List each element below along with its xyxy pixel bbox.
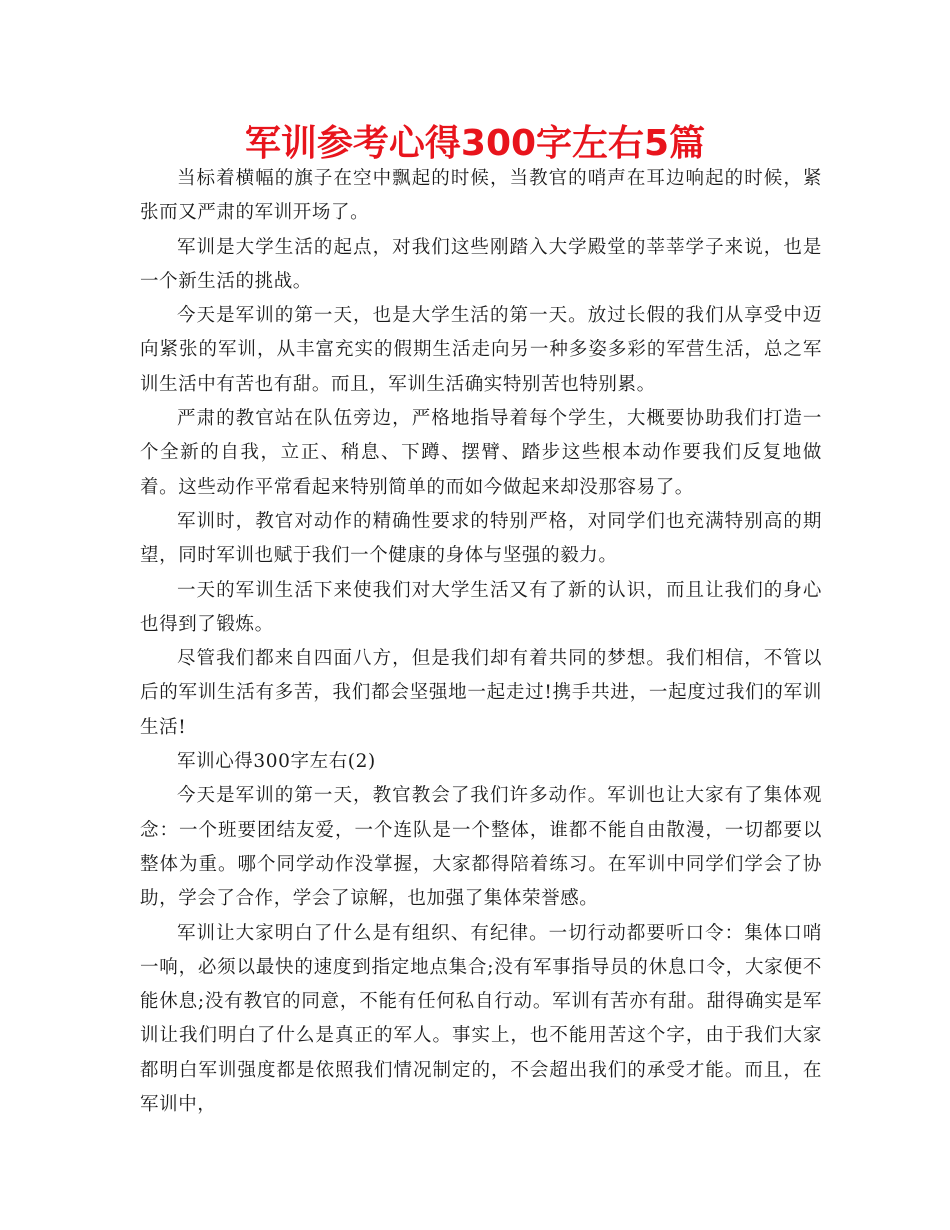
paragraph: 今天是军训的第一天，也是大学生活的第一天。放过长假的我们从享受中迈向紧张的军训，从丰富充实的假期生活走向另一种多姿多彩的军营生活，总之军训生活中有苦也有甜。而且，军训生活确实特别苦也特别累。 <box>140 305 822 395</box>
paragraph: 军训时，教官对动作的精确性要求的特别严格，对同学们也充满特别高的期望，同时军训也赋于我们一个健康的身体与坚强的毅力。 <box>140 510 822 567</box>
paragraph: 严肃的教官站在队伍旁边，严格地指导着每个学生，大概要协助我们打造一个全新的自我，立正、稍息、下蹲、摆臂、踏步这些根本动作要我们反复地做着。这些动作平常看起来特别简单的而如今做起来却没那容易了。 <box>140 408 822 498</box>
section-heading: 军训心得300字左右(2) <box>177 751 376 773</box>
paragraph: 今天是军训的第一天，教官教会了我们许多动作。军训也让大家有了集体观念：一个班要团结友爱，一个连队是一个整体，谁都不能自由散漫，一切都要以整体为重。哪个同学动作没掌握，大家都得陪着练习。在军训中同学们学会了协助，学会了合作，学会了谅解，也加强了集体荣誉感。 <box>140 785 822 910</box>
paragraph: 当标着横幅的旗子在空中飘起的时候，当教官的哨声在耳边响起的时候，紧张而又严肃的军训开场了。 <box>140 168 822 224</box>
paragraph: 一天的军训生活下来使我们对大学生活又有了新的认识，而且让我们的身心也得到了锻炼。 <box>140 579 822 635</box>
paragraph: 军训让大家明白了什么是有组织、有纪律。一切行动都要听口令：集体口哨一响，必须以最快的速度到指定地点集合;没有军事指导员的休息口令，大家便不能休息;没有教官的同意，不能有任何私自行动。军训有苦亦有甜。甜得确实是军训让我们明白了什么是真正的军人。事实上，也不能用苦这个字，由于我们大家都明白军训强度都是依照我们情况制定的，不会超出我们的承受才能。而且，在军训中， <box>140 922 822 1116</box>
document-body <box>140 162 822 1122</box>
document-title: 军训参考心得300字左右5篇 <box>244 123 706 164</box>
paragraph: 军训是大学生活的起点，对我们这些刚踏入大学殿堂的莘莘学子来说，也是一个新生活的挑战。 <box>140 236 822 292</box>
paragraph: 尽管我们都来自四面八方，但是我们却有着共同的梦想。我们相信，不管以后的军训生活有多苦，我们都会坚强地一起走过!携手共进，一起度过我们的军训生活! <box>140 648 822 738</box>
